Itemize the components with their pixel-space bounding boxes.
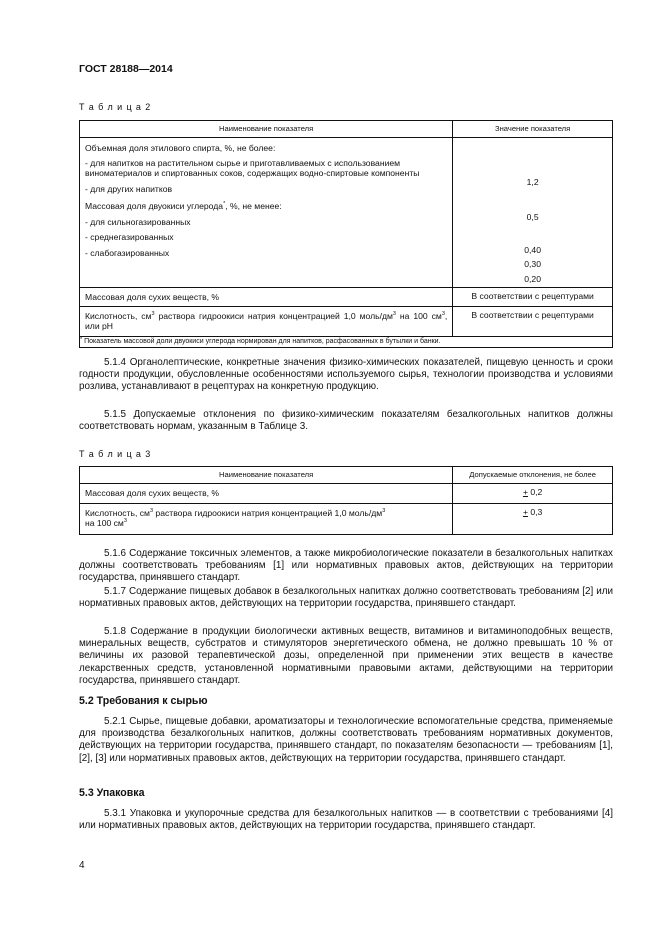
- row-label-text: Кислотность, см: [85, 310, 152, 321]
- paragraph-5-2-1: 5.2.1 Сырье, пищевые добавки, ароматизаторы и технологические вспомогательные средства, применяемые для производства безалкогольных напитков, должны соответствовать требованиям нормативных документов, действующих на территории государства, принявшего стандарт, по показателям безопасности — требованиям [1], [2], [3] или нормативных правовых актов, действующих на территории государства, принявшего стандарт.: [79, 716, 613, 764]
- paragraph-5-1-8: 5.1.8 Содержание в продукции биологически активных веществ, витаминов и витаминоподобных веществ, минеральных веществ, субстратов и стимуляторов энергетического обмена, не должно превышать 10 % от величины их разовой терапевтической дозы, определенной при применении этих веществ в качестве лекарственных средств, установленной нормативными правовыми актами, действующими на территории государства, принявшего стандарт.: [79, 626, 613, 686]
- row-label-text: Массовая доля двуокиси углерода: [85, 201, 224, 211]
- column-header: Наименование показателя: [80, 467, 453, 484]
- cell-value: [453, 484, 613, 504]
- paragraph-5-1-5: 5.1.5 Допускаемые отклонения по физико-химическим показателям безалкогольных напитков должны соответствовать нормам, указанным в Таблице 3.: [79, 409, 613, 433]
- superscript: 3: [382, 507, 386, 514]
- column-header: Допускаемые отклонения, не более: [453, 467, 613, 484]
- row-label-text: на 100 см: [395, 310, 442, 321]
- column-header: Наименование показателя: [80, 121, 453, 138]
- page-number: 4: [79, 860, 85, 871]
- row-label: - для напитков на растительном сырье и приготавливаемых с использованием виноматериалов и спиртованных соков, содержащих водно-спиртовые компоненты: [85, 157, 420, 178]
- table-row: [80, 484, 613, 504]
- row-label: - среднегазированных: [85, 232, 174, 242]
- row-label: - для других напитков: [85, 183, 173, 194]
- plus-minus-sign: +: [522, 506, 528, 517]
- cell-value: 0,5: [526, 212, 539, 222]
- row-label-text: раствора гидроокиси натрия концентрацией 1,0 моль/дм: [154, 310, 393, 321]
- table-header-row: [80, 467, 613, 484]
- cell-value: 0,40: [524, 245, 541, 255]
- section-heading-5-3: 5.3 Упаковка: [79, 787, 145, 799]
- row-label-text: раствора гидроокиси натрия концентрацией 1,0 моль/дм: [153, 507, 383, 518]
- cell-value: 1,2: [526, 177, 539, 187]
- document-code: ГОСТ 28188—2014: [79, 63, 173, 75]
- row-label: Объемная доля этилового спирта, %, не более:: [85, 143, 276, 153]
- row-label-text: на 100 см: [85, 518, 124, 528]
- cell-value: [453, 503, 613, 534]
- footnote-mark: *: [80, 336, 83, 343]
- footnote-mark: *: [223, 201, 226, 207]
- table-footnote: Показатель массовой доли двуокиси углерода нормирован для напитков, расфасованных в бутылки и банки.: [84, 337, 441, 345]
- table-2-caption: Т а б л и ц а 2: [79, 102, 152, 112]
- superscript: 3: [392, 310, 396, 317]
- superscript: 3: [151, 310, 155, 317]
- table-2: [79, 120, 613, 348]
- table-3: [79, 466, 613, 535]
- paragraph-5-1-7: 5.1.7 Содержание пищевых добавок в безалкогольных напитках должно соответствовать требованиям [2] или нормативных правовых актов, действующих на территории государства, принявшего стандарт.: [79, 586, 613, 610]
- paragraph-5-3-1: 5.3.1 Упаковка и укупорочные средства для безалкогольных напитков — в соответствии с требованиями [4] или нормативных правовых актов, действующих на территории государства, принявшего стандарт.: [79, 808, 613, 832]
- superscript: 3: [149, 507, 154, 514]
- table-row: [80, 503, 613, 534]
- table-row: [80, 306, 613, 336]
- row-label: [80, 310, 452, 333]
- cell-value: В соответствии с рецептурами: [453, 306, 613, 336]
- row-label-text: , или рН: [85, 310, 448, 331]
- paragraph-5-1-4: 5.1.4 Органолептические, конкретные значения физико-химических показателей, пищевую ценность и сроки годности продукции, обусловленные особенностями используемого сырья, технологии производства и условиями розлива, устанавливают в рецептурах на конкретную продукцию.: [79, 357, 613, 393]
- plus-minus-sign: +: [522, 487, 528, 497]
- deviation-value: 0,3: [527, 506, 543, 517]
- row-label: - для сильногазированных: [85, 216, 191, 227]
- section-heading-5-2: 5.2 Требования к сырью: [79, 695, 208, 707]
- superscript: 3: [123, 518, 127, 524]
- superscript: 3: [441, 310, 445, 317]
- column-header: Значение показателя: [453, 121, 613, 138]
- deviation-value: 0,2: [527, 487, 543, 497]
- paragraph-5-1-6: 5.1.6 Содержание токсичных элементов, а также микробиологические показатели в безалкогольных напитках должны соответствовать требованиям [1] или нормативных правовых актов, действующих на территории государства, принявшего стандарт.: [79, 548, 613, 584]
- table-row: [80, 138, 613, 288]
- row-label-text: Кислотность, см: [85, 507, 150, 518]
- row-label: [80, 507, 452, 530]
- row-label: Массовая доля сухих веществ, %: [85, 488, 220, 498]
- cell-value: 0,20: [524, 274, 541, 284]
- footnote-row: [80, 336, 613, 348]
- row-label-tail: , %, не менее:: [225, 201, 282, 211]
- row-label: Массовая доля сухих веществ, %: [85, 292, 220, 302]
- row-label: - слабогазированных: [85, 247, 170, 258]
- row-label: [80, 195, 452, 213]
- cell-value: В соответствии с рецептурами: [453, 288, 613, 307]
- table-3-caption: Т а б л и ц а 3: [79, 449, 152, 459]
- table-row: [80, 288, 613, 307]
- cell-value: 0,30: [524, 259, 541, 269]
- table-header-row: [80, 121, 613, 138]
